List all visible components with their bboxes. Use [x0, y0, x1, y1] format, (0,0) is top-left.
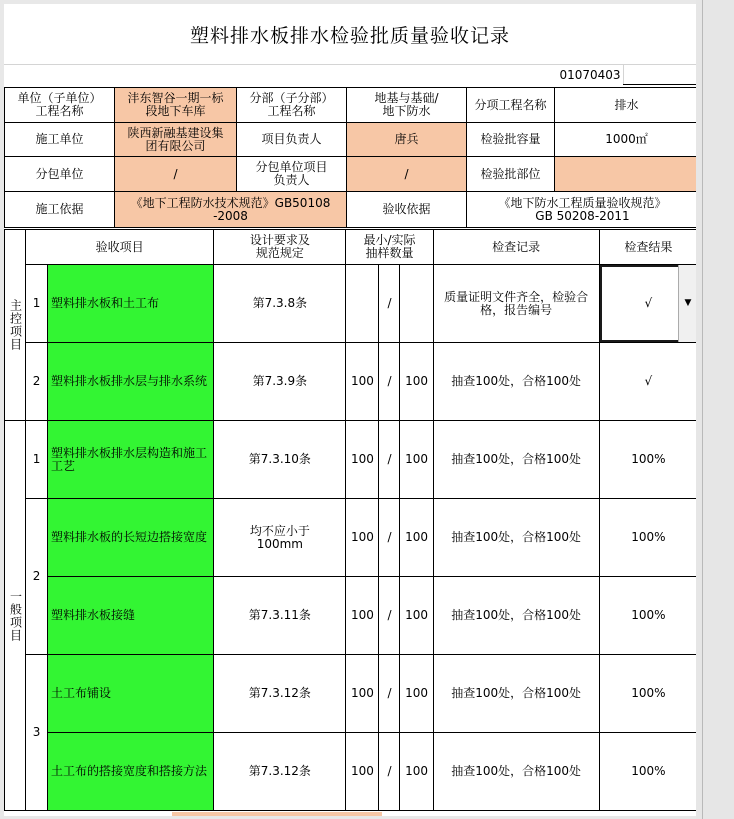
- row-record[interactable]: 抽查100处，合格100处: [433, 733, 599, 811]
- capacity-label: 检验批容量: [467, 123, 555, 157]
- row-actual[interactable]: 100: [400, 421, 433, 499]
- row-min[interactable]: 100: [346, 421, 379, 499]
- table-row: [5, 265, 697, 343]
- row-result: √: [644, 296, 653, 310]
- row-spec[interactable]: 第7.3.10条: [214, 421, 346, 499]
- row-item-name[interactable]: 塑料排水板和土工布: [48, 265, 214, 343]
- item-label: 分项工程名称: [467, 88, 555, 123]
- sub-pm-value[interactable]: /: [347, 157, 467, 192]
- row-record[interactable]: 抽查100处，合格100处: [433, 655, 599, 733]
- row-min[interactable]: 100: [346, 733, 379, 811]
- row-result[interactable]: 100%: [599, 499, 696, 577]
- basis-value[interactable]: 《地下工程防水技术规范》GB50108 -2008: [115, 192, 347, 228]
- row-actual[interactable]: 100: [400, 499, 433, 577]
- row-item-name[interactable]: 塑料排水板接缝: [48, 577, 214, 655]
- row-actual[interactable]: 100: [400, 343, 433, 421]
- subdivision-value[interactable]: 地基与基础/ 地下防水: [347, 88, 467, 123]
- code-row: [4, 64, 696, 86]
- row-result[interactable]: 100%: [599, 655, 696, 733]
- acceptance-value[interactable]: 《地下防水工程质量验收规范》 GB 50208-2011: [467, 192, 697, 228]
- row-spec[interactable]: 第7.3.12条: [214, 655, 346, 733]
- row-separator: /: [379, 577, 400, 655]
- row-spec[interactable]: 第7.3.11条: [214, 577, 346, 655]
- code-blank-cell[interactable]: [623, 65, 696, 85]
- row-separator: /: [379, 655, 400, 733]
- row-spec[interactable]: 第7.3.9条: [214, 343, 346, 421]
- row-result[interactable]: 100%: [599, 577, 696, 655]
- row-result[interactable]: √: [599, 343, 696, 421]
- spreadsheet: [4, 4, 696, 816]
- basis-label: 施工依据: [5, 192, 115, 228]
- scrollbar-thumb[interactable]: [172, 812, 382, 816]
- pm-value[interactable]: 唐兵: [347, 123, 467, 157]
- sheet-margin: [696, 0, 734, 819]
- part-label: 检验批部位: [467, 157, 555, 192]
- items-table: [4, 229, 696, 811]
- table-row: [5, 343, 697, 421]
- page-title: 塑料排水板排水检验批质量验收记录: [4, 4, 696, 65]
- row-no: 1: [26, 421, 48, 499]
- row-spec[interactable]: 第7.3.8条: [214, 265, 346, 343]
- group-main-label: 主控项目: [5, 230, 26, 421]
- col-sampling-header: 最小/实际 抽样数量: [346, 230, 433, 265]
- row-item-name[interactable]: 土工布的搭接宽度和搭接方法: [48, 733, 214, 811]
- sub-pm-label: 分包单位项目 负责人: [237, 157, 347, 192]
- subdivision-label: 分部（子分部） 工程名称: [237, 88, 347, 123]
- row-min[interactable]: 100: [346, 343, 379, 421]
- row-record[interactable]: 质量证明文件齐全，检验合格，报告编号: [433, 265, 599, 343]
- col-item-header: 验收项目: [26, 230, 214, 265]
- row-min[interactable]: [346, 265, 379, 343]
- subcontract-label: 分包单位: [5, 157, 115, 192]
- table-row: [5, 421, 697, 499]
- row-record[interactable]: 抽查100处，合格100处: [433, 577, 599, 655]
- pm-label: 项目负责人: [237, 123, 347, 157]
- row-item-name[interactable]: 土工布铺设: [48, 655, 214, 733]
- acceptance-label: 验收依据: [347, 192, 467, 228]
- row-item-name[interactable]: 塑料排水板排水层构造和施工工艺: [48, 421, 214, 499]
- row-separator: /: [379, 421, 400, 499]
- row-separator: /: [379, 733, 400, 811]
- row-separator: /: [379, 499, 400, 577]
- row-no: 3: [26, 655, 48, 811]
- item-value[interactable]: 排水: [555, 88, 697, 123]
- table-row: [5, 733, 697, 811]
- row-item-name[interactable]: 塑料排水板的长短边搭接宽度: [48, 499, 214, 577]
- row-actual[interactable]: 100: [400, 577, 433, 655]
- unit-value[interactable]: 沣东智谷一期一标 段地下车库: [115, 88, 237, 123]
- row-separator: /: [379, 265, 400, 343]
- row-result-selected[interactable]: [599, 265, 696, 343]
- table-row: [5, 577, 697, 655]
- row-result[interactable]: 100%: [599, 421, 696, 499]
- row-result[interactable]: 100%: [599, 733, 696, 811]
- row-actual[interactable]: 100: [400, 655, 433, 733]
- row-spec[interactable]: 均不应小于 100mm: [214, 499, 346, 577]
- row-actual[interactable]: [400, 265, 433, 343]
- table-row: [5, 499, 697, 577]
- capacity-value[interactable]: 1000㎡: [555, 123, 697, 157]
- row-separator: /: [379, 343, 400, 421]
- row-spec[interactable]: 第7.3.12条: [214, 733, 346, 811]
- group-general-label: 一般项目: [5, 421, 26, 811]
- table-row: [5, 655, 697, 733]
- col-result-header: 检查结果: [599, 230, 696, 265]
- unit-label: 单位（子单位） 工程名称: [5, 88, 115, 123]
- dropdown-arrow-icon[interactable]: ▼: [678, 265, 696, 342]
- row-record[interactable]: 抽查100处，合格100处: [433, 421, 599, 499]
- record-code[interactable]: 01070403: [557, 65, 624, 85]
- row-min[interactable]: 100: [346, 499, 379, 577]
- header-table: [4, 87, 696, 228]
- col-record-header: 检查记录: [433, 230, 599, 265]
- row-record[interactable]: 抽查100处，合格100处: [433, 499, 599, 577]
- contractor-label: 施工单位: [5, 123, 115, 157]
- row-no: 2: [26, 343, 48, 421]
- subcontract-value[interactable]: /: [115, 157, 237, 192]
- part-value[interactable]: [555, 157, 697, 192]
- row-actual[interactable]: 100: [400, 733, 433, 811]
- row-no: 2: [26, 499, 48, 655]
- col-design-header: 设计要求及 规范规定: [214, 230, 346, 265]
- row-record[interactable]: 抽查100处，合格100处: [433, 343, 599, 421]
- row-min[interactable]: 100: [346, 655, 379, 733]
- row-item-name[interactable]: 塑料排水板排水层与排水系统: [48, 343, 214, 421]
- row-no: 1: [26, 265, 48, 343]
- row-min[interactable]: 100: [346, 577, 379, 655]
- contractor-value[interactable]: 陕西新融基建设集 团有限公司: [115, 123, 237, 157]
